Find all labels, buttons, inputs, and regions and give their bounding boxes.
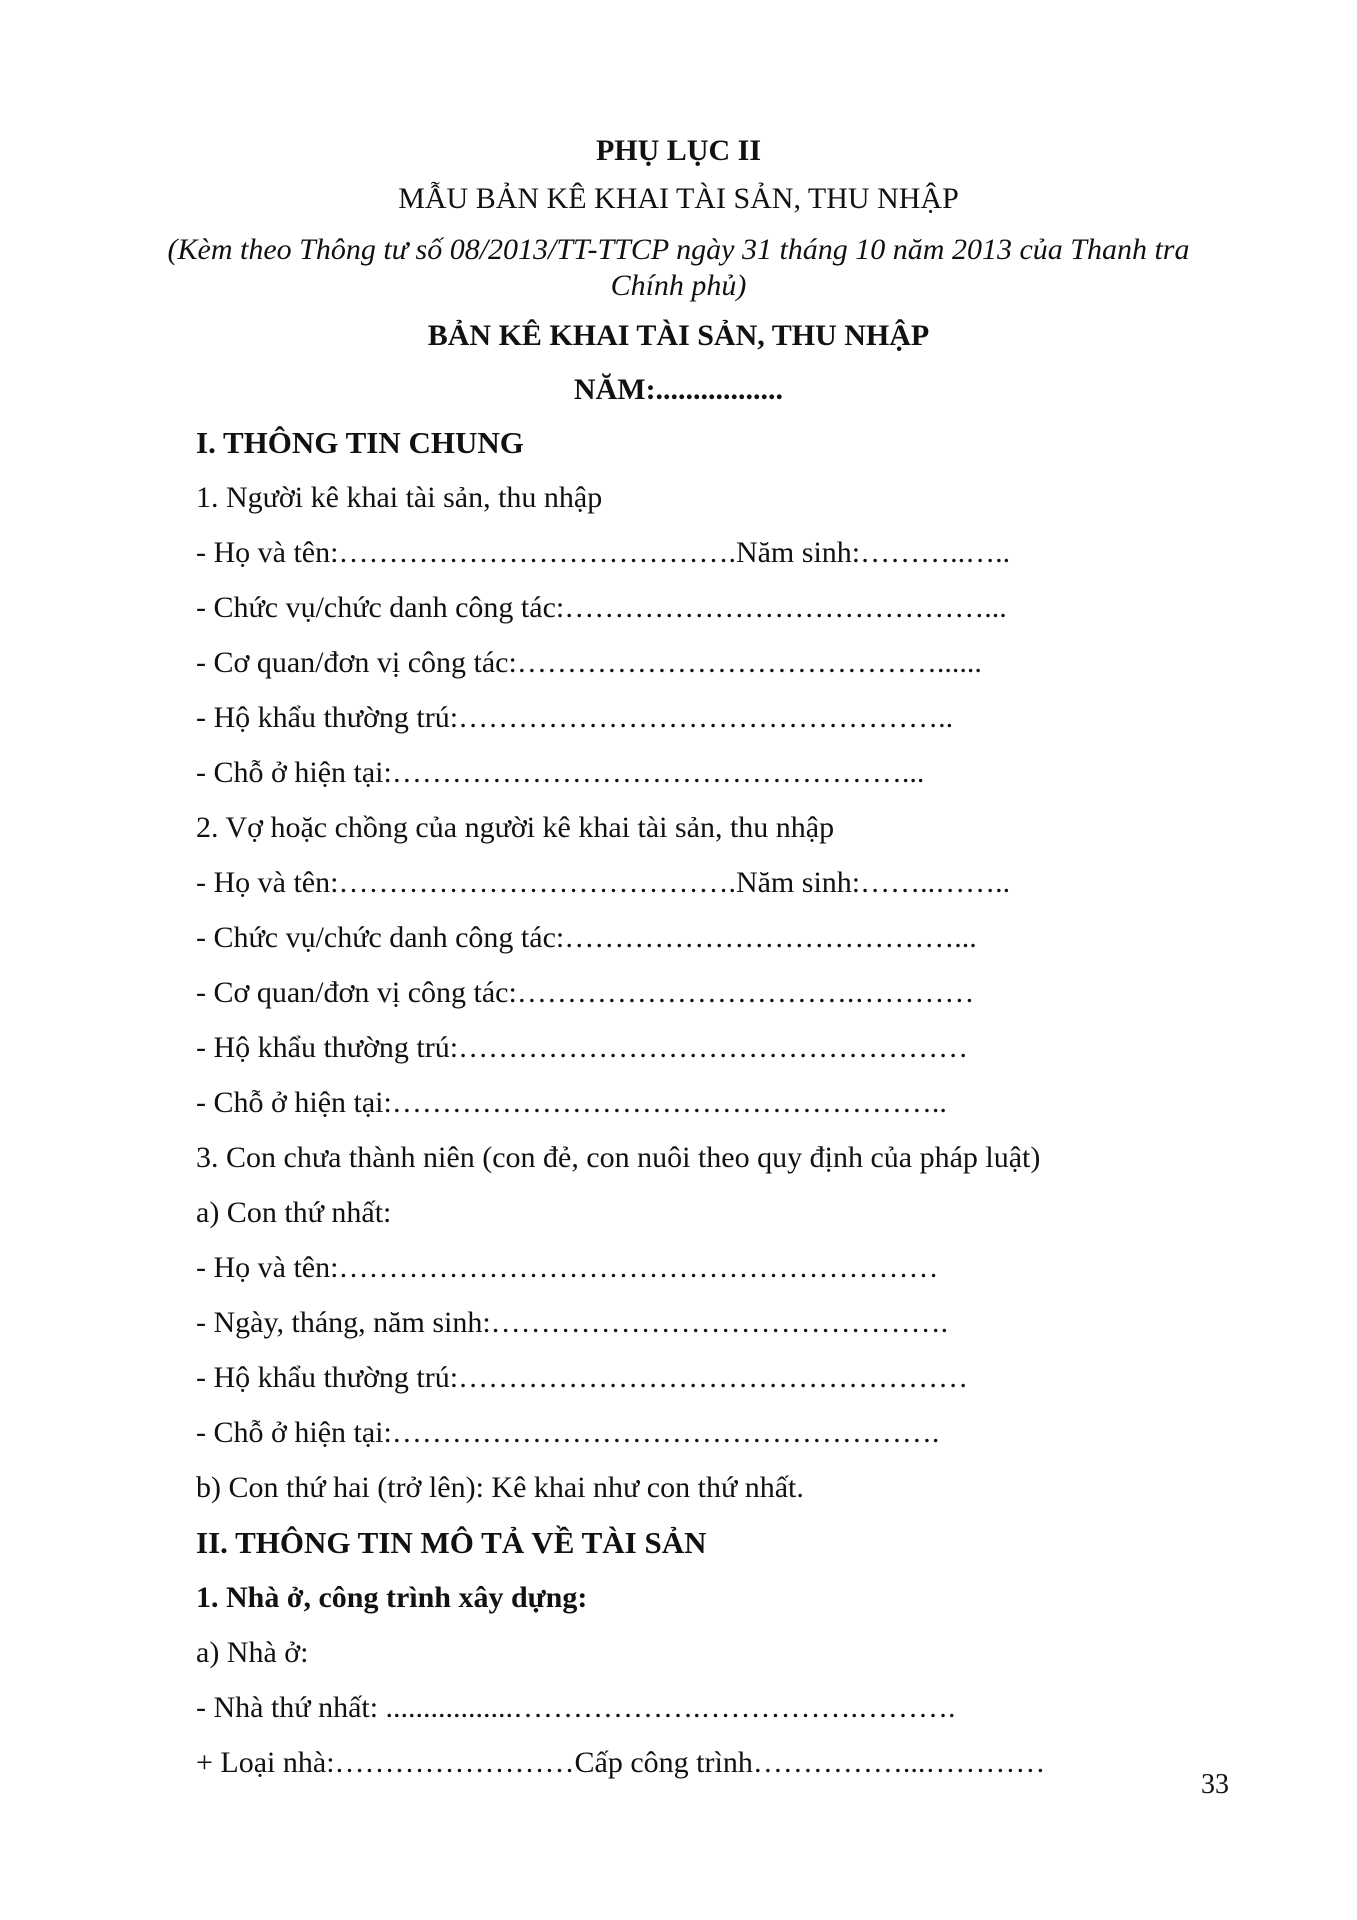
first-child-title: a) Con thứ nhất: xyxy=(196,1196,392,1229)
child-name-field: - Họ và tên:…………………………………………………… xyxy=(196,1251,939,1284)
spouse-residence-field: - Chỗ ở hiện tại:……………………………………………….. xyxy=(196,1086,947,1119)
child-birthdate-field: - Ngày, tháng, năm sinh:………………………………………. xyxy=(196,1306,949,1339)
declarant-title: 1. Người kê khai tài sản, thu nhập xyxy=(196,481,603,514)
attachment-note-line-2: Chính phủ) xyxy=(610,269,747,302)
spouse-position-field: - Chức vụ/chức danh công tác:…………………………………... xyxy=(196,921,977,954)
declaration-title: BẢN KÊ KHAI TÀI SẢN, THU NHẬP xyxy=(427,319,930,352)
spouse-name-field: - Họ và tên:………………………………….Năm sinh:……..…….. xyxy=(196,866,1011,899)
house-title: a) Nhà ở: xyxy=(196,1636,309,1669)
year-label: NĂM:................. xyxy=(573,373,784,406)
spouse-title: 2. Vợ hoặc chồng của người kê khai tài sản, thu nhập xyxy=(196,811,835,844)
spouse-agency-field: - Cơ quan/đơn vị công tác:…………………………….………… xyxy=(196,976,975,1009)
appendix-title: PHỤ LỤC II xyxy=(595,134,761,167)
section-2-heading: II. THÔNG TIN MÔ TẢ VỀ TÀI SẢN xyxy=(196,1525,707,1560)
child-household-field: - Hộ khẩu thường trú:…………………………………………… xyxy=(196,1361,969,1394)
section-2-subheading: 1. Nhà ở, công trình xây dựng: xyxy=(196,1581,588,1614)
house-type-field: + Loại nhà:……………………Cấp công trình……………...………… xyxy=(196,1746,1046,1779)
child-residence-field: - Chỗ ở hiện tại:………………………………………………. xyxy=(196,1416,940,1449)
first-house-field: - Nhà thứ nhất: .................……………….…………….………. xyxy=(196,1691,956,1724)
section-1-heading: I. THÔNG TIN CHUNG xyxy=(196,425,524,460)
spouse-household-field: - Hộ khẩu thường trú:…………………………………………… xyxy=(196,1031,969,1064)
children-title: 3. Con chưa thành niên (con đẻ, con nuôi theo quy định của pháp luật) xyxy=(196,1141,1041,1174)
page-number: 33 xyxy=(1201,1769,1229,1800)
form-title: MẪU BẢN KÊ KHAI TÀI SẢN, THU NHẬP xyxy=(398,182,959,215)
declarant-agency-field: - Cơ quan/đơn vị công tác:……………………………………...... xyxy=(196,646,982,679)
declarant-residence-field: - Chỗ ở hiện tại:……………………………………………... xyxy=(196,756,925,789)
attachment-note-line-1: (Kèm theo Thông tư số 08/2013/TT-TTCP ngày 31 tháng 10 năm 2013 của Thanh tra xyxy=(167,233,1190,266)
second-child-note: b) Con thứ hai (trở lên): Kê khai như con thứ nhất. xyxy=(196,1471,804,1504)
declarant-household-field: - Hộ khẩu thường trú:………………………………………….. xyxy=(196,701,954,734)
declarant-name-field: - Họ và tên:………………………………….Năm sinh:………..….. xyxy=(196,536,1011,569)
declarant-position-field: - Chức vụ/chức danh công tác:……………………………………... xyxy=(196,591,1007,624)
